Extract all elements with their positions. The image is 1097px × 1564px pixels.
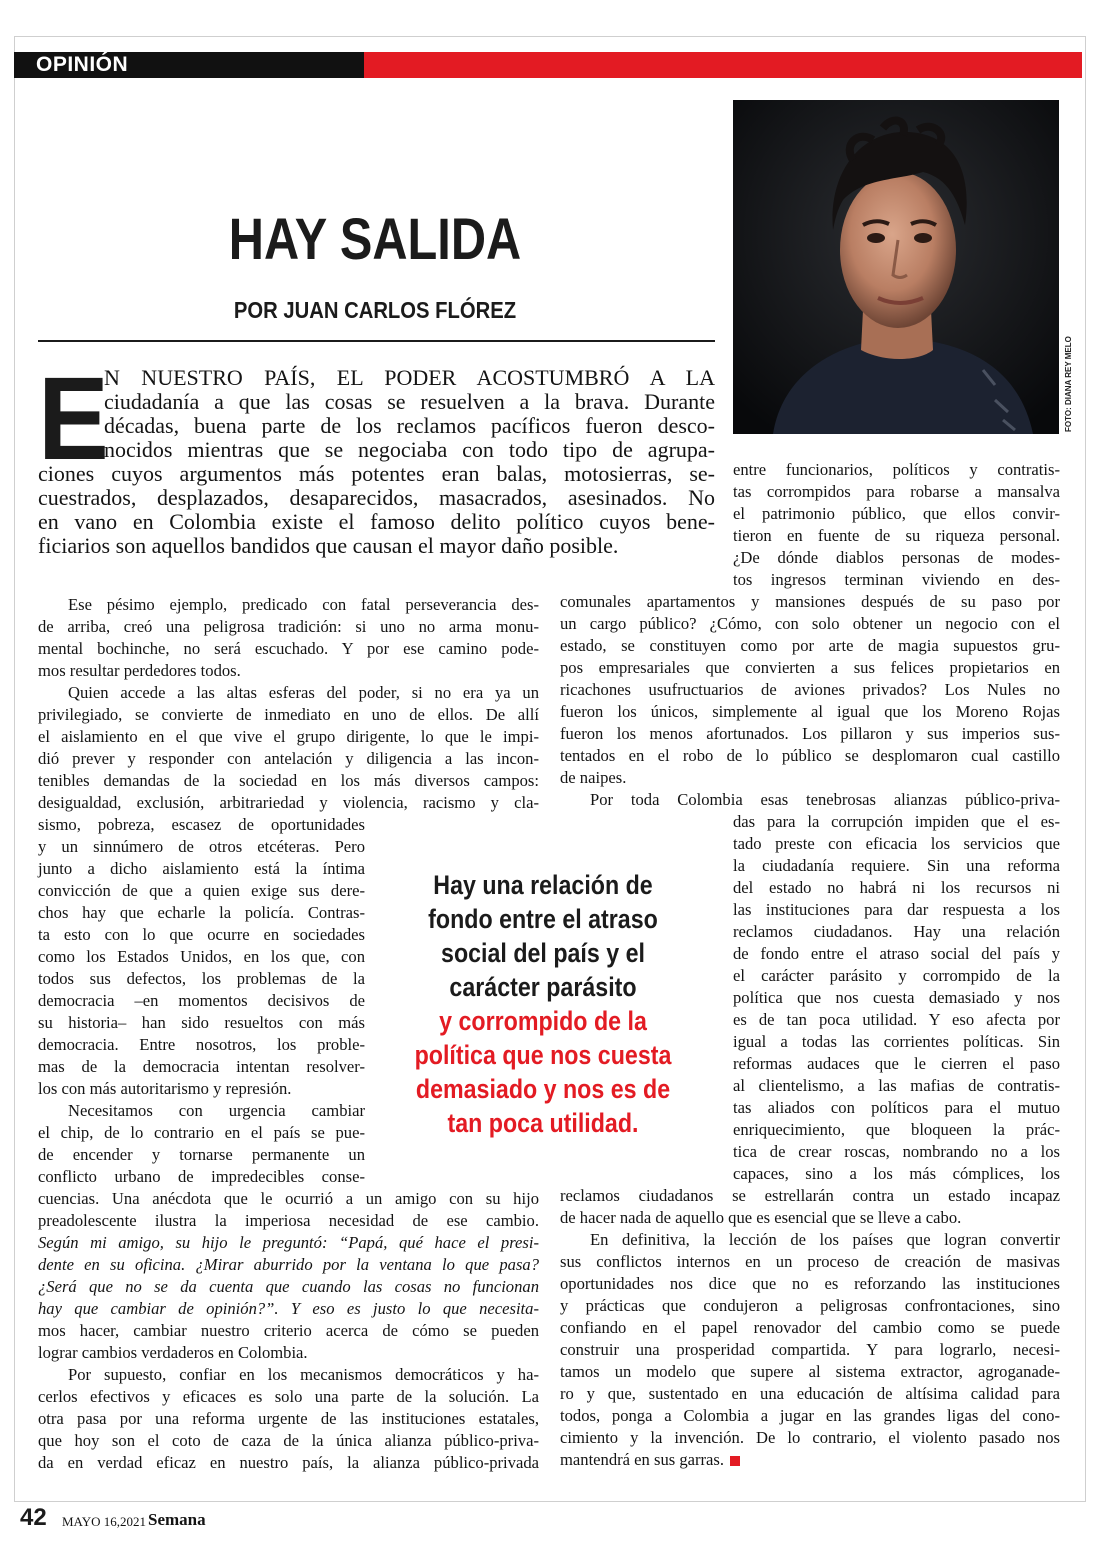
body-line: de fondo entre el atraso social del país y bbox=[733, 944, 1060, 963]
body-line: es de tan poca utilidad. Y eso afecta por bbox=[733, 1010, 1060, 1029]
pull-quote-line: Hay una relación de bbox=[433, 870, 653, 900]
pull-quote bbox=[376, 868, 710, 1140]
body-line: cuencias. Una anécdota que le ocurrió a un amigo con su hijo bbox=[38, 1189, 539, 1208]
body-line: como los Estados Unidos, en los que, con bbox=[38, 947, 365, 966]
body-line: ricachones usufructuarios de aviones privados? Los Nules no bbox=[560, 680, 1060, 699]
lead-line: en vano en Colombia existe el famoso delito político cuyos bene- bbox=[38, 509, 715, 534]
body-line: mental bochinche, no será escuchado. Y por ese camino pode- bbox=[38, 639, 539, 658]
body-line: chos hay que echarle la policía. Contras- bbox=[38, 903, 365, 922]
body-line: su historia– han sido resueltos con más bbox=[38, 1013, 365, 1032]
body-line: al clientelismo, a las mafias de contratis- bbox=[733, 1076, 1060, 1095]
body-line: dente en su oficina. ¿Mirar aburrido por la ventana lo que pasa? bbox=[38, 1255, 539, 1274]
body-line: las instituciones para dar respuesta a los bbox=[733, 900, 1060, 919]
body-line: lograr cambios verdaderos en Colombia. bbox=[38, 1343, 308, 1362]
pull-quote-line: carácter parásito bbox=[449, 972, 637, 1002]
portrait-illustration bbox=[733, 100, 1059, 434]
article-title: HAY SALIDA bbox=[228, 207, 522, 272]
body-line: reclamos ciudadanos. Hay una relación bbox=[733, 922, 1060, 941]
body-line: Por toda Colombia esas tenebrosas alianzas público-priva- bbox=[590, 790, 1060, 809]
drop-cap: E bbox=[38, 353, 109, 485]
lead-line: décadas, buena parte de los reclamos pacíficos fueron desco- bbox=[104, 413, 715, 438]
lead-line: N NUESTRO PAÍS, EL PODER ACOSTUMBRÓ A LA bbox=[104, 365, 715, 390]
body-line: comunales apartamentos y mansiones después de su paso por bbox=[560, 592, 1060, 611]
photo-credit: FOTO: DIANA REY MELO bbox=[1064, 336, 1073, 432]
body-line: tos ingresos terminan viviendo en des- bbox=[733, 570, 1060, 589]
body-line: ¿De dónde diablos personas de modes- bbox=[733, 548, 1060, 567]
body-line: tica de crear roscas, nombrando no a los bbox=[733, 1142, 1060, 1161]
pull-quote-line: tan poca utilidad. bbox=[447, 1108, 639, 1138]
body-line: cimiento y la invención. De lo contrario, el violento pasado nos bbox=[560, 1428, 1060, 1447]
body-line: un cargo público? ¿Cómo, con solo obtener un negocio con el bbox=[560, 614, 1060, 633]
body-line: das para la corrupción impiden que el es- bbox=[733, 812, 1060, 831]
body-line: de naipes. bbox=[560, 768, 627, 787]
body-line: estado, se constituyen como por arte de magia supuestos gru- bbox=[560, 636, 1060, 655]
pull-quote-line: y corrompido de la bbox=[439, 1006, 647, 1036]
body-line: sismo, pobreza, escasez de oportunidades bbox=[38, 815, 365, 834]
body-line: mos resultar perdedores todos. bbox=[38, 661, 241, 680]
pull-quote-line: política que nos cuesta bbox=[414, 1040, 672, 1070]
body-line: tentados en el robo de lo público se desplomaron cual castillo bbox=[560, 746, 1060, 765]
article-byline: POR JUAN CARLOS FLÓREZ bbox=[233, 297, 517, 323]
body-line: tenibles demandas de la sociedad en los más diversos campos: bbox=[38, 771, 539, 790]
body-line: junto a dicho aislamiento está la íntima bbox=[38, 859, 365, 878]
body-line: la ciudadanía requiere. Sin una reforma bbox=[733, 856, 1060, 875]
lead-line: nocidos mientras que se negociaba con todo tipo de agrupa- bbox=[104, 437, 715, 462]
lead-line: cuestrados, desplazados, desaparecidos, masacrados, asesinados. No bbox=[38, 485, 715, 510]
pull-quote-line: fondo entre el atraso bbox=[428, 904, 658, 934]
section-label: OPINIÓN bbox=[36, 53, 129, 76]
body-line: todos sus defectos, los problemas de la bbox=[38, 969, 365, 988]
body-line: oportunidades nos dice que no es reforzando las instituciones bbox=[560, 1274, 1060, 1293]
body-line: ta esto con lo que ocurre en sociedades bbox=[38, 925, 365, 944]
body-line: de hacer nada de aquello que es esencial que se lleve a cabo. bbox=[560, 1208, 962, 1227]
body-line: convicción de que a quien exige sus dere- bbox=[38, 881, 365, 900]
body-line: y prácticas que condujeron a peligrosas confrontaciones, sino bbox=[560, 1296, 1060, 1315]
title-rule bbox=[38, 340, 715, 342]
body-line: fueron los únicos, simplemente al igual que los Moreno Rojas bbox=[560, 702, 1060, 721]
body-line: de encender y tornarse permanente un bbox=[38, 1145, 365, 1164]
body-line: desigualdad, exclusión, arbitrariedad y violencia, racismo y cla- bbox=[38, 793, 539, 812]
body-line: democracia. Entre nosotros, los proble- bbox=[38, 1035, 365, 1054]
body-line: y un sinnúmero de otros etcéteras. Pero bbox=[38, 837, 365, 856]
body-line: el patrimonio público, que ellos convir- bbox=[733, 504, 1060, 523]
body-line: tamos un modelo que supere al sistema extractor, agroganade- bbox=[560, 1362, 1060, 1381]
body-line: sus conflictos internos en un proceso de creación de masivas bbox=[560, 1252, 1060, 1271]
end-mark bbox=[730, 1456, 740, 1466]
body-line: Quien accede a las altas esferas del poder, si no era ya un bbox=[68, 683, 539, 702]
body-line: hay que cambiar de opinión?”. Y eso es justo lo que necesita- bbox=[38, 1299, 539, 1318]
body-line: mos hacer, cambiar nuestro criterio acerca de cómo se pueden bbox=[38, 1321, 539, 1340]
magazine-name: Semana bbox=[148, 1510, 206, 1529]
lead-line: ciones cuyos argumentos más potentes eran balas, motosierras, se- bbox=[38, 461, 715, 486]
body-line: democracia –en momentos decisivos de bbox=[38, 991, 365, 1010]
section-bar bbox=[14, 52, 1082, 78]
body-line: igual a todas las corrientes políticas. Sin bbox=[733, 1032, 1060, 1051]
body-line: ¿Será que no se da cuenta que cuando las cosas no funcionan bbox=[38, 1277, 539, 1296]
body-line: dió prever y responder con antelación y diligencia a las incon- bbox=[38, 749, 539, 768]
body-line: todos, ponga a Colombia a jugar en las grandes ligas del cono- bbox=[560, 1406, 1060, 1425]
body-line: Según mi amigo, su hijo le preguntó: “Papá, qué hace el presi- bbox=[38, 1233, 539, 1252]
pull-quote-line: demasiado y nos es de bbox=[415, 1074, 671, 1104]
body-line: tieron en fuente de su riqueza personal. bbox=[733, 526, 1060, 545]
body-line: preadolescente ilustra la imperiosa necesidad de ese cambio. bbox=[38, 1211, 539, 1230]
body-line: Necesitamos con urgencia cambiar bbox=[68, 1101, 365, 1120]
issue-date: MAYO 16,2021 bbox=[62, 1514, 147, 1529]
lead-line: ficiarios son aquellos bandidos que causan el mayor daño posible. bbox=[38, 533, 619, 558]
body-line: confiando en el papel renovador del cambio como se puede bbox=[560, 1318, 1060, 1337]
body-line: enriquecimiento, que bloqueen la prác- bbox=[733, 1120, 1060, 1139]
body-line: que hoy son el coto de caza de la única alianza público-priva- bbox=[38, 1431, 539, 1450]
body-line: del estado no habrá ni los recursos ni bbox=[733, 878, 1060, 897]
body-line: el chip, de lo contrario en el país se pue- bbox=[38, 1123, 365, 1142]
body-line: da en verdad eficaz en nuestro país, la alianza público-privada bbox=[38, 1453, 539, 1472]
author-photo bbox=[733, 100, 1059, 434]
body-line: ro y que, sustentado en una educación de altísima calidad para bbox=[560, 1384, 1060, 1403]
body-line: tas corrompidos para robarse a mansalva bbox=[733, 482, 1060, 501]
body-line: de arriba, creó una peligrosa tradición: si uno no arma monu- bbox=[38, 617, 539, 636]
body-line: mantendrá en sus garras. bbox=[560, 1449, 1060, 1471]
lead-line: ciudadanía a que las cosas se resuelven a la brava. Durante bbox=[104, 389, 715, 414]
body-line: el carácter parásito y corrompido de la bbox=[733, 966, 1060, 985]
body-line: cerlos efectivos y eficaces es solo una parte de la solución. La bbox=[38, 1387, 539, 1406]
body-line: reclamos ciudadanos se estrellarán contra un estado incapaz bbox=[560, 1186, 1060, 1205]
body-line: capaces, sino a los más cómplices, los bbox=[733, 1164, 1060, 1183]
body-line: conflicto urbano de impredecibles conse- bbox=[38, 1167, 365, 1186]
body-line: reformas audaces que le cierren el paso bbox=[733, 1054, 1060, 1073]
body-line: mas de la democracia intentan resolver- bbox=[38, 1057, 365, 1076]
body-line: tas aliados con políticos para el mutuo bbox=[733, 1098, 1060, 1117]
body-line: fueron los menos afortunados. Los pillaron y sus imperios sus- bbox=[560, 724, 1060, 743]
body-line: pos empresariales que convierten a sus felices propietarios en bbox=[560, 658, 1060, 677]
body-line: tado preste con eficacia los servicios que bbox=[733, 834, 1060, 853]
body-line: entre funcionarios, políticos y contratis- bbox=[733, 460, 1060, 479]
body-line: otra pasa por una reforma urgente de las instituciones estatales, bbox=[38, 1409, 539, 1428]
body-line: privilegiado, se convierte de inmediato en uno de ellos. De allí bbox=[38, 705, 539, 724]
body-line: el aislamiento en el que vive el grupo dirigente, lo que le impi- bbox=[38, 727, 539, 746]
body-line: los con más autoritarismo y represión. bbox=[38, 1079, 292, 1098]
body-line: política que nos cuesta demasiado y nos bbox=[733, 988, 1060, 1007]
body-line: En definitiva, la lección de los países que logran convertir bbox=[590, 1230, 1060, 1249]
body-line: construir una prosperidad compartida. Y para lograrlo, necesi- bbox=[560, 1340, 1060, 1359]
pull-quote-line: social del país y el bbox=[441, 938, 645, 968]
body-line: Por supuesto, confiar en los mecanismos democráticos y ha- bbox=[68, 1365, 539, 1384]
body-line: Ese pésimo ejemplo, predicado con fatal perseverancia des- bbox=[68, 595, 539, 614]
page-number: 42 bbox=[20, 1504, 47, 1531]
